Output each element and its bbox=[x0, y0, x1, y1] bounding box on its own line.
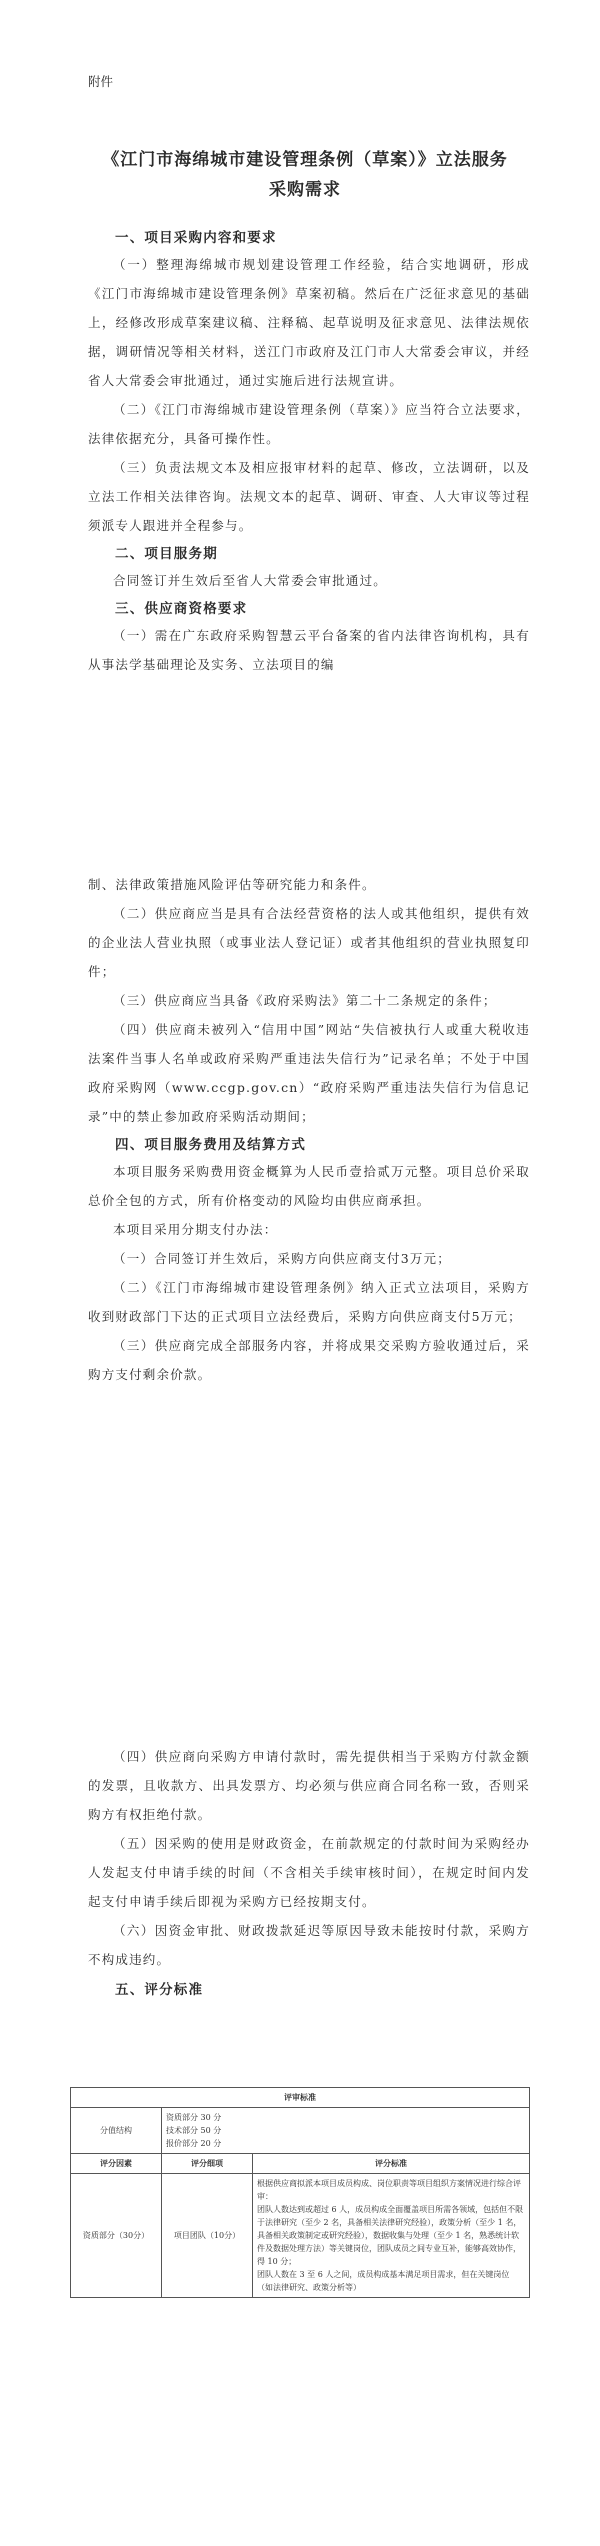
paragraph: （四）供应商未被列入“信用中国”网站“失信被执行人或重大税收违法案件当事人名单或政府采购严重违法失信行为”记录名单；不处于中国政府采购网（www.ccgp.gov.cn）“政府采购严重违法失信行为信息记录”中的禁止参加政府采购活动期间； bbox=[88, 1022, 530, 1124]
page1-body bbox=[88, 226, 530, 679]
paragraph: （五）因采购的使用是财政资金，在前款规定的付款时间为采购经办人发起支付申请手续的时间（不含相关手续审核时间），在规定时间内发起支付申请手续后即视为采购方已经按期支付。 bbox=[88, 1836, 530, 1909]
table-cell-factor: 资质部分（30分） bbox=[71, 2174, 162, 2298]
page3-body bbox=[88, 1742, 530, 2002]
paragraph: （一）合同签订并生效后，采购方向供应商支付3万元； bbox=[113, 1251, 451, 1266]
paragraph: （二）《江门市海绵城市建设管理条例》纳入正式立法项目，采购方收到财政部门下达的正式项目立法经费后，采购方向供应商支付5万元； bbox=[88, 1280, 530, 1324]
paragraph: （二）《江门市海绵城市建设管理条例（草案）》应当符合立法要求，法律依据充分，具备可操作性。 bbox=[88, 402, 530, 446]
column-header-item: 评分细项 bbox=[162, 2154, 253, 2174]
paragraph: （二）供应商应当是具有合法经营资格的法人或其他组织，提供有效的企业法人营业执照（或事业法人登记证）或者其他组织的营业执照复印件； bbox=[88, 906, 530, 979]
paragraph: 本项目服务采购费用资金概算为人民币壹拾贰万元整。项目总价采取总价全包的方式，所有价格变动的风险均由供应商承担。 bbox=[88, 1164, 530, 1208]
weight-item: 报价部分 20 分 bbox=[166, 2139, 222, 2148]
section-heading-2: 二、项目服务期 bbox=[115, 546, 218, 562]
criteria-line: 团队人数达到或超过 6 人，成员构成全面覆盖项目所需各领域，包括但不限于法律研究（至少 2 名，具备相关法律研究经验），政策分析（至少 1 名，具备相关政策制定或研究经验），数据收集与处理（至少 1 名，熟悉统计软件及数据处理方法）等关键岗位，团队成员之间专业互补，能够高效协作，得 10 分； bbox=[257, 2205, 524, 2266]
table-cell-item: 项目团队（10分） bbox=[162, 2174, 253, 2298]
table-cell-criteria bbox=[253, 2174, 530, 2298]
paragraph: （一）需在广东政府采购智慧云平台备案的省内法律咨询机构，具有从事法学基础理论及实务、立法项目的编 bbox=[88, 628, 530, 672]
paragraph-continued: 制、法律政策措施风险评估等研究能力和条件。 bbox=[88, 877, 376, 892]
paragraph: （六）因资金审批、财政拨款延迟等原因导致未能按时付款，采购方不构成违约。 bbox=[88, 1923, 530, 1967]
paragraph: （三）供应商应当具备《政府采购法》第二十二条规定的条件； bbox=[113, 993, 497, 1008]
weight-item: 资质部分 30 分 bbox=[166, 2113, 222, 2122]
document-title-line2: 采购需求 bbox=[269, 180, 341, 200]
section-heading-4: 四、项目服务费用及结算方式 bbox=[115, 1137, 307, 1153]
attachment-label: 附件 bbox=[88, 74, 114, 89]
scoring-table bbox=[70, 2087, 530, 2298]
weight-item: 技术部分 50 分 bbox=[166, 2126, 222, 2135]
paragraph: （一）整理海绵城市规划建设管理工作经验，结合实地调研，形成《江门市海绵城市建设管理条例》草案初稿。然后在广泛征求意见的基础上，经修改形成草案建议稿、注释稿、起草说明及征求意见、法律法规依据，调研情况等相关材料，送江门市政府及江门市人大常委会审议，并经省人大常委会审批通过，通过实施后进行法规宣讲。 bbox=[88, 257, 530, 388]
weight-structure-label: 分值结构 bbox=[71, 2108, 162, 2154]
column-header-factor: 评分因素 bbox=[71, 2154, 162, 2174]
criteria-line: 团队人数在 3 至 6 人之间，成员构成基本满足项目需求，但在关键岗位（如法律研究、政策分析等） bbox=[257, 2270, 510, 2292]
paragraph: 本项目采用分期支付办法： bbox=[113, 1222, 278, 1237]
column-header-criteria: 评分标准 bbox=[253, 2154, 530, 2174]
weight-structure-values bbox=[162, 2108, 530, 2154]
paragraph: （四）供应商向采购方申请付款时，需先提供相当于采购方付款金额的发票，且收款方、出具发票方、均必须与供应商合同名称一致，否则采购方有权拒绝付款。 bbox=[88, 1749, 530, 1822]
section-heading-1: 一、项目采购内容和要求 bbox=[115, 230, 277, 246]
criteria-line: 根据供应商拟派本项目成员构成、岗位职责等项目组织方案情况进行综合评审： bbox=[257, 2179, 521, 2201]
paragraph: （三）供应商完成全部服务内容，并将成果交采购方验收通过后，采购方支付剩余价款。 bbox=[88, 1338, 530, 1382]
document-title-line1: 《江门市海绵城市建设管理条例（草案）》立法服务 bbox=[102, 150, 508, 170]
section-heading-5: 五、评分标准 bbox=[115, 1982, 204, 1998]
table-caption: 评审标准 bbox=[71, 2088, 530, 2108]
paragraph: 合同签订并生效后至省人大常委会审批通过。 bbox=[113, 573, 388, 588]
page2-body bbox=[88, 870, 530, 1389]
section-heading-3: 三、供应商资格要求 bbox=[115, 601, 248, 617]
paragraph: （三）负责法规文本及相应报审材料的起草、修改，立法调研，以及立法工作相关法律咨询。法规文本的起草、调研、审查、人大审议等过程须派专人跟进并全程参与。 bbox=[88, 460, 530, 533]
